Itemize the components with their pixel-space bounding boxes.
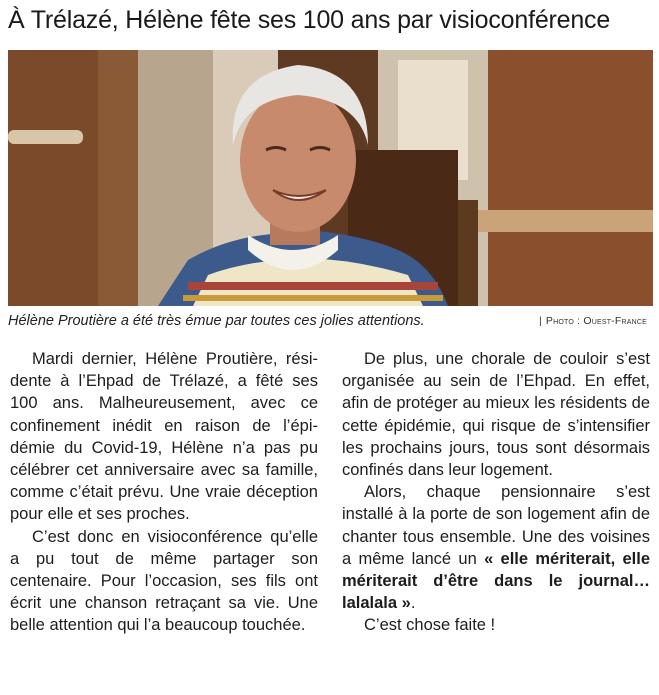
paragraph: C’est donc en visioconférence qu’elle a pu tout de même partager son centenaire. Pour l’occasion, ses fils ont écrit une chanson retraçant sa vie. Une belle attention qui l’a beaucoup touchée.	[10, 527, 318, 635]
photo-caption	[8, 313, 653, 333]
paragraph-text: Alors, chaque pensionnaire s’est installé à la porte de son logement afin de chanter tous ensemble. Une des voisines a même lancé un	[342, 483, 650, 568]
caption-text: Hélène Proutière a été très émue par toutes ces jolies attentions.	[8, 313, 425, 329]
song-quote: « elle mériterait, elle mériterait d’être dans le journal… lalalala »	[342, 549, 650, 613]
paragraph: De plus, une chorale de couloir s’est organisée au sein de l’Ehpad. En effet, afin de protéger au mieux les résidents de cette épidémie, qui risque de s’intensifier les prochains jours, tous sont désormais confinés dans leur logement.	[342, 350, 650, 480]
paragraph: Mardi dernier, Hélène Proutière, résidente à l’Ehpad de Trélazé, a fêté ses 100 ans. Malheureusement, avec ce confinement inédit en raison de l’épidémie du Covid-19, Hélène n’a pas pu célébrer cet anniversaire avec sa famille, comme c’était prévu. Une vraie déception pour elle et ses proches.	[10, 350, 318, 524]
article-column-left	[10, 348, 318, 637]
portrait-photo-illustration	[8, 50, 653, 306]
paragraph-text-end: .	[410, 594, 416, 613]
photo-credit: | Photo : Ouest-France	[538, 315, 647, 327]
paragraph-with-quote	[342, 481, 650, 614]
article-column-right	[342, 348, 650, 637]
credit-text: Photo : Ouest-France	[545, 315, 647, 327]
article-headline: À Trélazé, Hélène fête ses 100 ans par visioconférence	[8, 6, 611, 34]
article-photo	[8, 50, 653, 306]
paragraph: C’est chose faite !	[364, 616, 496, 635]
